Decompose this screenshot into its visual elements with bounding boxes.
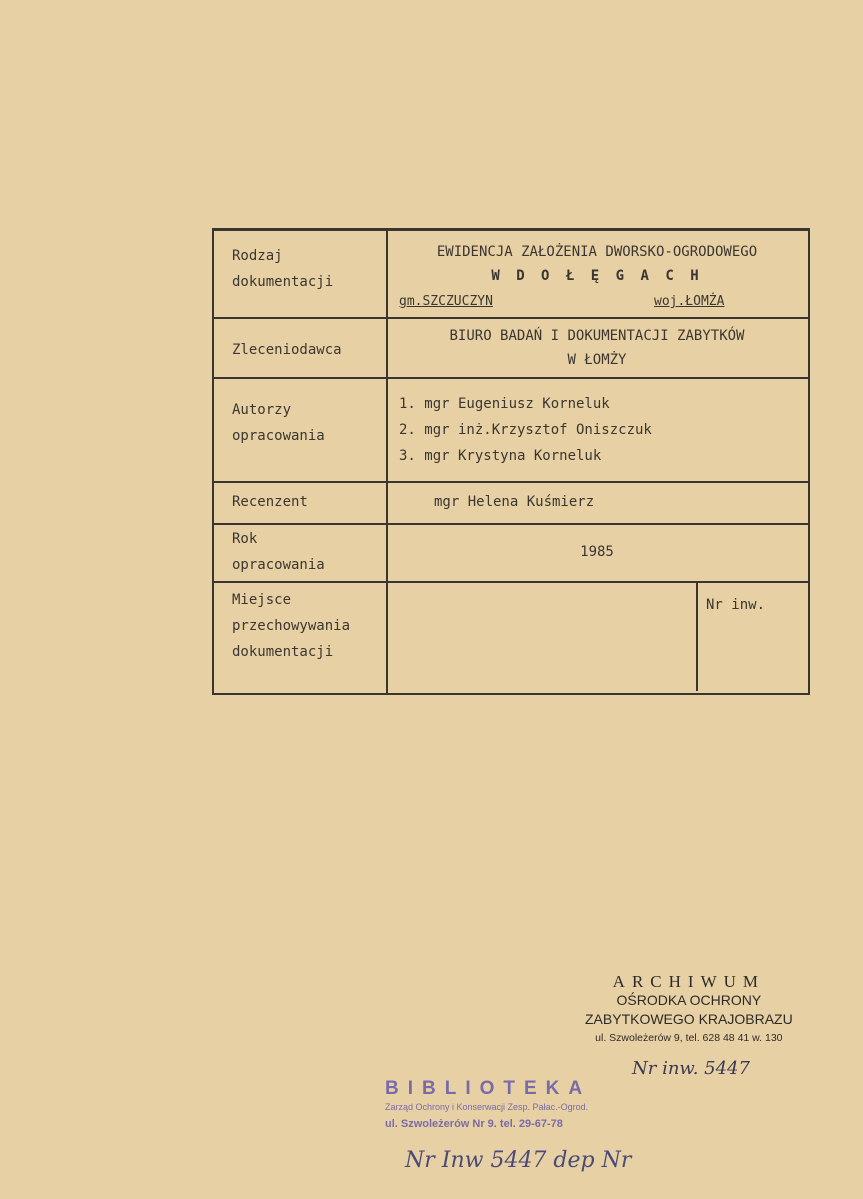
library-line-1: Zarząd Ochrony i Konserwacji Zesp. Pałac.-Ogrod. bbox=[385, 1101, 589, 1112]
author-1: 1. mgr Eugeniusz Korneluk bbox=[399, 396, 610, 412]
library-stamp bbox=[385, 1078, 591, 1131]
gmina: gm.SZCZUCZYN bbox=[399, 294, 493, 309]
archive-address: ul. Szwoleżerów 9, tel. 628 48 41 w. 130 bbox=[595, 1031, 783, 1044]
row-reviewer bbox=[214, 481, 808, 525]
archive-handwritten-number: Nr inw. 5447 bbox=[632, 1058, 750, 1079]
inventory-number-label: Nr inw. bbox=[706, 597, 766, 613]
label-commissioner: Zleceniodawca bbox=[232, 342, 342, 358]
label-year: Rok opracowania bbox=[232, 531, 325, 573]
row-document-type bbox=[214, 231, 808, 319]
nr-divider bbox=[696, 581, 698, 691]
author-3: 3. mgr Krystyna Korneluk bbox=[399, 448, 602, 464]
row-authors bbox=[214, 377, 808, 483]
archive-title: ARCHIWUM bbox=[612, 972, 766, 991]
location: W D O Ł Ę G A C H bbox=[491, 268, 703, 284]
row-year bbox=[214, 523, 808, 583]
voivodeship: woj.ŁOMŻA bbox=[654, 294, 725, 309]
label-authors: Autorzy opracowania bbox=[232, 402, 325, 444]
archive-line-1: OŚRODKA OCHRONY bbox=[616, 991, 762, 1008]
archive-line-2: ZABYTKOWEGO KRAJOBRAZU bbox=[585, 1010, 793, 1027]
archive-stamp bbox=[585, 972, 793, 1044]
library-address: ul. Szwoleżerów Nr 9. tel. 29-67-78 bbox=[385, 1118, 563, 1131]
document-form-table bbox=[212, 228, 810, 695]
row-storage bbox=[214, 581, 808, 691]
label-storage: Miejsce przechowywania dokumentacji bbox=[232, 592, 351, 660]
year: 1985 bbox=[580, 544, 614, 560]
author-2: 2. mgr inż.Krzysztof Oniszczuk bbox=[399, 422, 652, 438]
document-title: EWIDENCJA ZAŁOŻENIA DWORSKO-OGRODOWEGO bbox=[436, 244, 758, 260]
commissioner-line-2: W ŁOMŻY bbox=[567, 352, 627, 368]
library-title: BIBLIOTEKA bbox=[385, 1078, 592, 1099]
label-reviewer: Recenzent bbox=[232, 494, 308, 510]
commissioner-line-1: BIURO BADAŃ I DOKUMENTACJI ZABYTKÓW bbox=[449, 328, 745, 344]
reviewer: mgr Helena Kuśmierz bbox=[434, 494, 595, 510]
label-document-type: Rodzaj dokumentacji bbox=[232, 248, 334, 290]
row-commissioner bbox=[214, 317, 808, 379]
library-handwritten-number: Nr Inw 5447 dep Nr bbox=[405, 1148, 632, 1173]
